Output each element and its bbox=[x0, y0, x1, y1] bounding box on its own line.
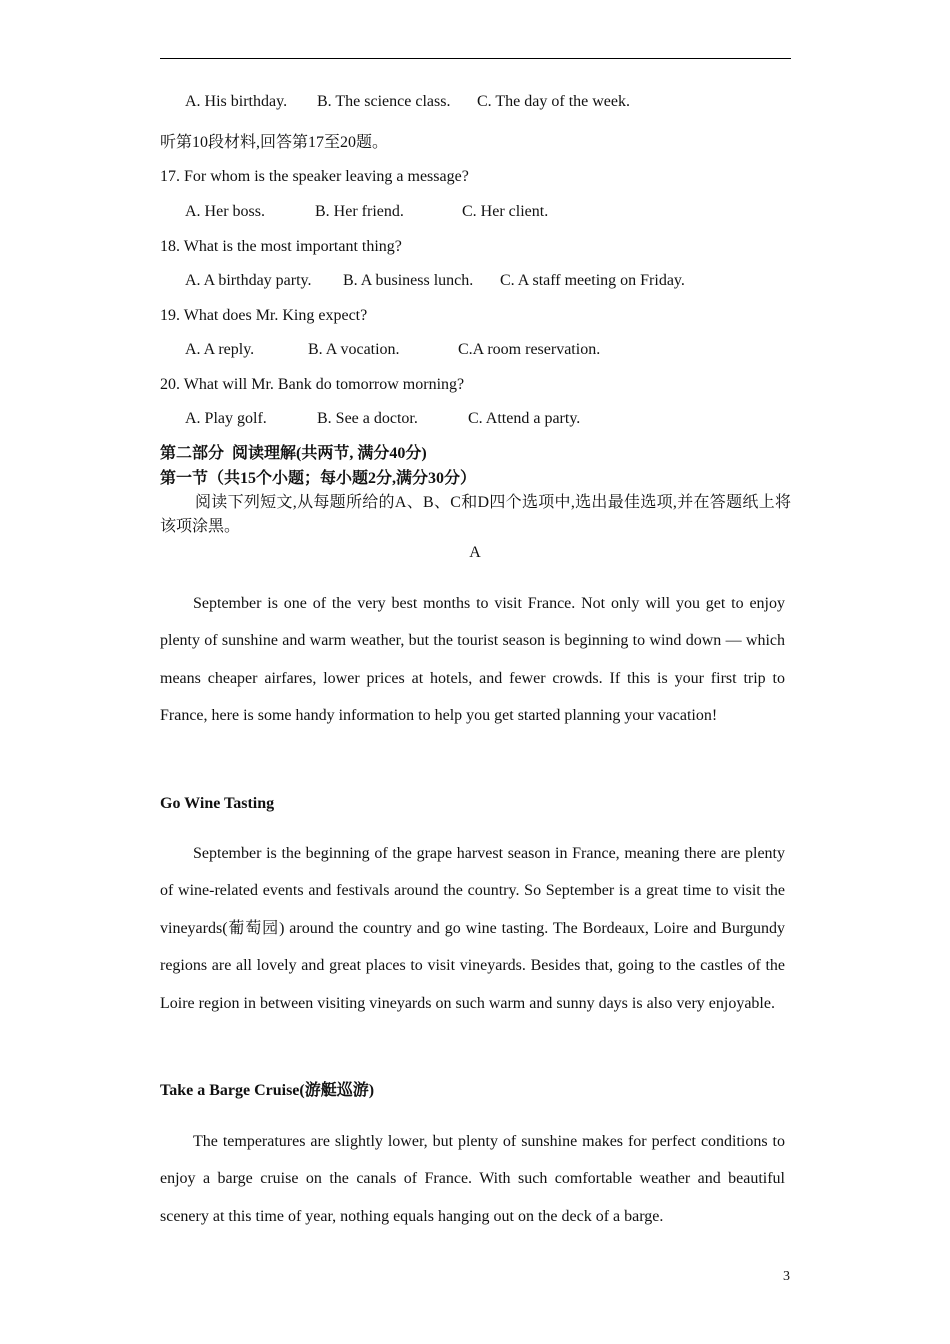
q18-option-c: C. A staff meeting on Friday. bbox=[500, 272, 685, 289]
q20-option-c: C. Attend a party. bbox=[468, 410, 581, 427]
heading-wine-tasting: Go Wine Tasting bbox=[160, 795, 275, 812]
q19-option-c: C.A room reservation. bbox=[458, 341, 601, 358]
paragraph-barge-cruise-text: The temperatures are slightly lower, but plenty of sunshine makes for perfect conditions to enjoy a barge cruise on the canals of France. With such comfortable weather and beautiful scenery at this time of year, nothing equals hanging out on the deck of a barge. bbox=[160, 1133, 785, 1225]
page-number: 3 bbox=[783, 1269, 790, 1284]
q19-option-b: B. A vocation. bbox=[308, 341, 400, 358]
q17-option-a: A. Her boss. bbox=[185, 203, 265, 220]
q16-option-a: A. His birthday. bbox=[185, 93, 288, 110]
question-17: 17. For whom is the speaker leaving a message? bbox=[160, 168, 469, 185]
q18-option-b: B. A business lunch. bbox=[343, 272, 474, 289]
passage-intro bbox=[160, 585, 785, 735]
paragraph-wine-tasting-text: September is the beginning of the grape harvest season in France, meaning there are plenty of wine-related events and festivals around the country. So September is a great time to visit the vineyards(葡萄园) around the country and go wine tasting. The Bordeaux, Loire and Burgundy regions are all lovely and great places to visit vineyards. Besides that, going to the castles of the Loire region in between visiting vineyards on such warm and sunny days is also very enjoyable. bbox=[160, 845, 785, 1012]
section1-title: 第一节（共15个小题；每小题2分,满分30分） bbox=[160, 470, 477, 487]
part2-title: 第二部分 阅读理解(共两节, 满分40分) bbox=[160, 445, 427, 462]
q17-option-c: C. Her client. bbox=[462, 203, 549, 220]
q20-option-a: A. Play golf. bbox=[185, 410, 267, 427]
instructions bbox=[160, 491, 791, 539]
question-20: 20. What will Mr. Bank do tomorrow morning? bbox=[160, 376, 465, 393]
question-19: 19. What does Mr. King expect? bbox=[160, 307, 368, 324]
passage-label: A bbox=[469, 544, 481, 561]
q16-option-b: B. The science class. bbox=[317, 93, 451, 110]
heading-barge-cruise: Take a Barge Cruise(游艇巡游) bbox=[160, 1082, 375, 1099]
q20-option-b: B. See a doctor. bbox=[317, 410, 418, 427]
question-18: 18. What is the most important thing? bbox=[160, 238, 402, 255]
q16-option-c: C. The day of the week. bbox=[477, 93, 630, 110]
passage-intro-text: September is one of the very best months to visit France. Not only will you get to enjoy plenty of sunshine and warm weather, but the tourist season is beginning to wind down — which means cheaper airfares, lower prices at hotels, and fewer crowds. If this is your first trip to France, here is some handy information to help you get started planning your vacation! bbox=[160, 595, 785, 725]
instructions-text: 阅读下列短文,从每题所给的A、B、C和D四个选项中,选出最佳选项,并在答题纸上将该项涂黑。 bbox=[160, 494, 791, 535]
q18-option-a: A. A birthday party. bbox=[185, 272, 312, 289]
paragraph-wine-tasting bbox=[160, 835, 785, 1022]
q19-option-a: A. A reply. bbox=[185, 341, 255, 358]
q17-option-b: B. Her friend. bbox=[315, 203, 404, 220]
paragraph-barge-cruise bbox=[160, 1123, 785, 1235]
material-intro: 听第10段材料,回答第17至20题。 bbox=[160, 134, 389, 151]
header-rule bbox=[160, 58, 791, 59]
